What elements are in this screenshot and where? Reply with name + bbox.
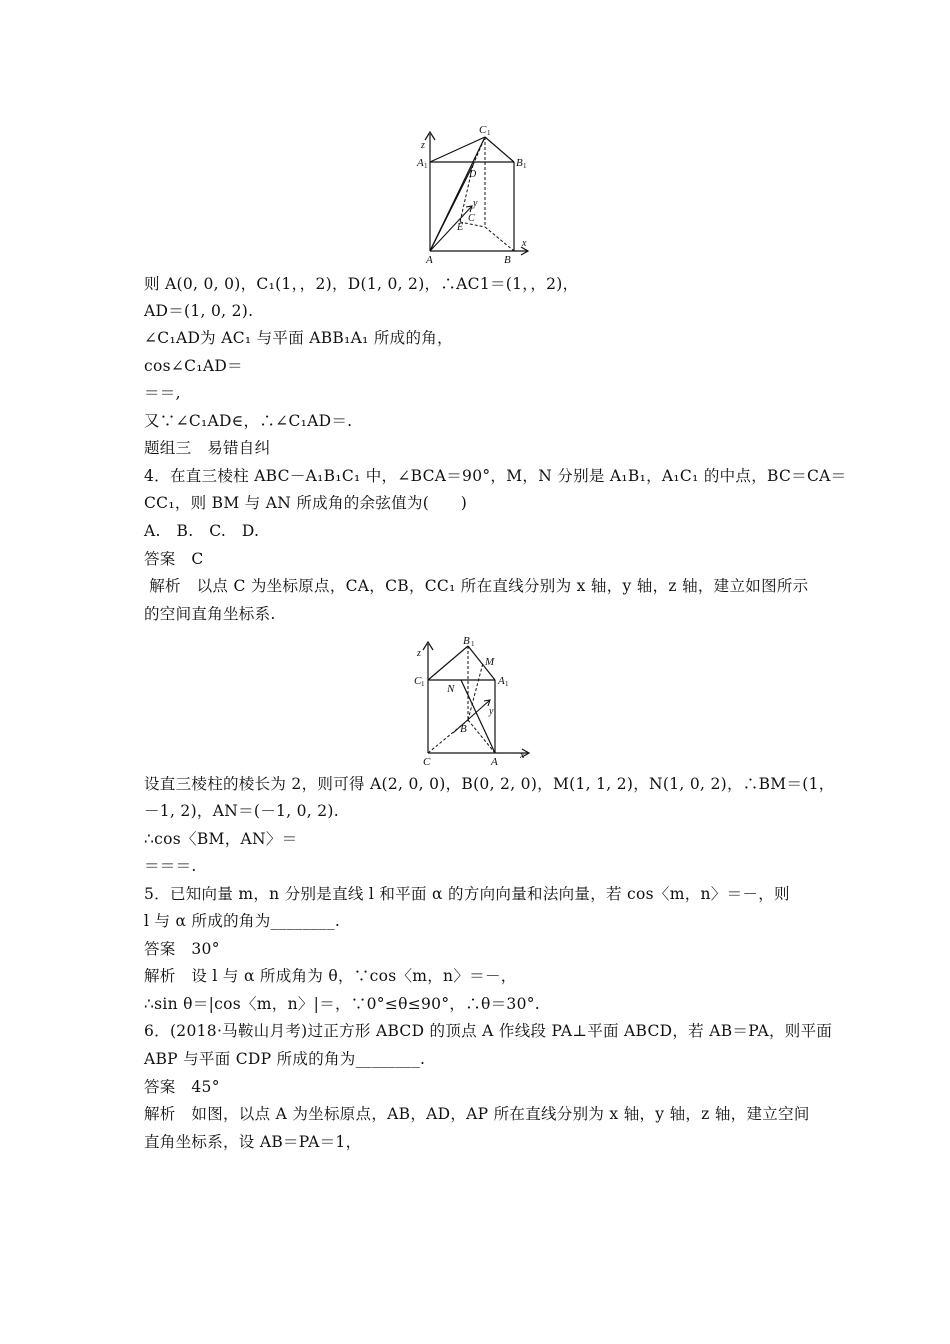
label-C1: C <box>414 675 422 687</box>
label-A: A <box>426 254 433 266</box>
label-A: A <box>491 756 498 768</box>
analysis-line: 直角坐标系，设 AB＝PA＝1， <box>144 1133 362 1151</box>
analysis-line: 的空间直角坐标系. <box>144 605 276 623</box>
text-line: ＝＝＝. <box>144 857 197 875</box>
label-E: E <box>457 222 464 233</box>
label-z: z <box>421 140 425 151</box>
question-4-line: 4．在直三棱柱 ABC－A₁B₁C₁ 中，∠BCA＝90°，M，N 分别是 A₁B₁，A₁C₁ 的中点，BC＝CA＝ <box>144 467 847 485</box>
analysis-line: 解析 以点 C 为坐标原点，CA，CB，CC₁ 所在直线分别为 x 轴，y 轴，z 轴，建立如图所示 <box>144 577 809 595</box>
label-z: z <box>417 648 421 659</box>
label-C: C <box>423 756 431 768</box>
text-line: ＝＝, <box>144 384 181 402</box>
label-B: B <box>460 723 467 735</box>
label-M: M <box>485 656 495 668</box>
label-C1-sub: 1 <box>487 129 491 137</box>
label-B1-sub: 1 <box>523 162 527 170</box>
label-C1-sub: 1 <box>421 680 425 688</box>
text-line: ∠C₁AD为 AC₁ 与平面 ABB₁A₁ 所成的角， <box>144 329 453 347</box>
answer-line: 答案 C <box>144 550 204 568</box>
analysis-line: 解析 如图，以点 A 为坐标原点，AB，AD，AP 所在直线分别为 x 轴，y 轴，z 轴，建立空间 <box>144 1105 810 1123</box>
label-A1: A <box>498 675 505 687</box>
label-A1: A <box>417 157 424 169</box>
label-A1-sub: 1 <box>424 162 428 170</box>
label-B: B <box>504 254 511 266</box>
text-line: cos∠C₁AD＝ <box>144 357 243 375</box>
label-y: y <box>473 198 478 209</box>
label-x: x <box>522 238 527 249</box>
question-6-line: ABP 与平面 CDP 所成的角为________. <box>144 1050 426 1068</box>
text-line: －1, 2)，AN＝(－1, 0, 2). <box>144 802 339 820</box>
text-line: AD＝(1, 0, 2). <box>144 302 254 320</box>
question-4-options: A. B. C. D. <box>144 522 260 540</box>
label-A1-sub: 1 <box>505 680 509 688</box>
label-y: y <box>489 706 494 717</box>
label-C: C <box>468 213 475 224</box>
section-heading: 题组三 易错自纠 <box>144 439 271 457</box>
analysis-line: ∴sin θ＝|cos〈m，n〉|＝，∵0°≤θ≤90°，∴θ＝30°. <box>144 995 541 1013</box>
text-line: 又∵∠C₁AD∈，∴∠C₁AD＝. <box>144 412 353 430</box>
text-line: ∴cos〈BM，AN〉＝ <box>144 830 298 848</box>
label-x: x <box>520 750 525 761</box>
label-D: D <box>469 169 477 180</box>
label-B1-sub: 1 <box>471 640 475 648</box>
answer-line: 答案 45° <box>144 1078 220 1096</box>
label-B1: B <box>516 157 523 169</box>
analysis-line: 解析 设 l 与 α 所成角为 θ，∵cos〈m，n〉＝－， <box>144 967 517 985</box>
label-B1: B <box>463 635 470 647</box>
figure-prism-2 <box>413 632 538 768</box>
answer-line: 答案 30° <box>144 940 220 958</box>
question-6-line: 6．(2018·马鞍山月考)过正方形 ABCD 的顶点 A 作线段 PA⊥平面 ABCD，若 AB＝PA，则平面 <box>144 1022 833 1040</box>
question-5-line: l 与 α 所成的角为________. <box>144 912 341 930</box>
text-line: 则 A(0, 0, 0)，C₁(1，，2)，D(1, 0, 2)，∴AC1＝(1，，2)， <box>144 275 579 293</box>
label-N: N <box>447 683 455 695</box>
text-line: 设直三棱柱的棱长为 2，则可得 A(2, 0, 0)，B(0, 2, 0)，M(1, 1, 2)，N(1, 0, 2)，∴BM＝(1， <box>144 775 835 793</box>
label-C1: C <box>479 124 487 136</box>
question-5-line: 5．已知向量 m，n 分别是直线 l 和平面 α 的方向向量和法向量，若 cos〈m，n〉＝－，则 <box>144 885 790 903</box>
figure-prism-1 <box>415 120 535 266</box>
question-4-line: CC₁，则 BM 与 AN 所成角的余弦值为( ) <box>144 494 468 512</box>
